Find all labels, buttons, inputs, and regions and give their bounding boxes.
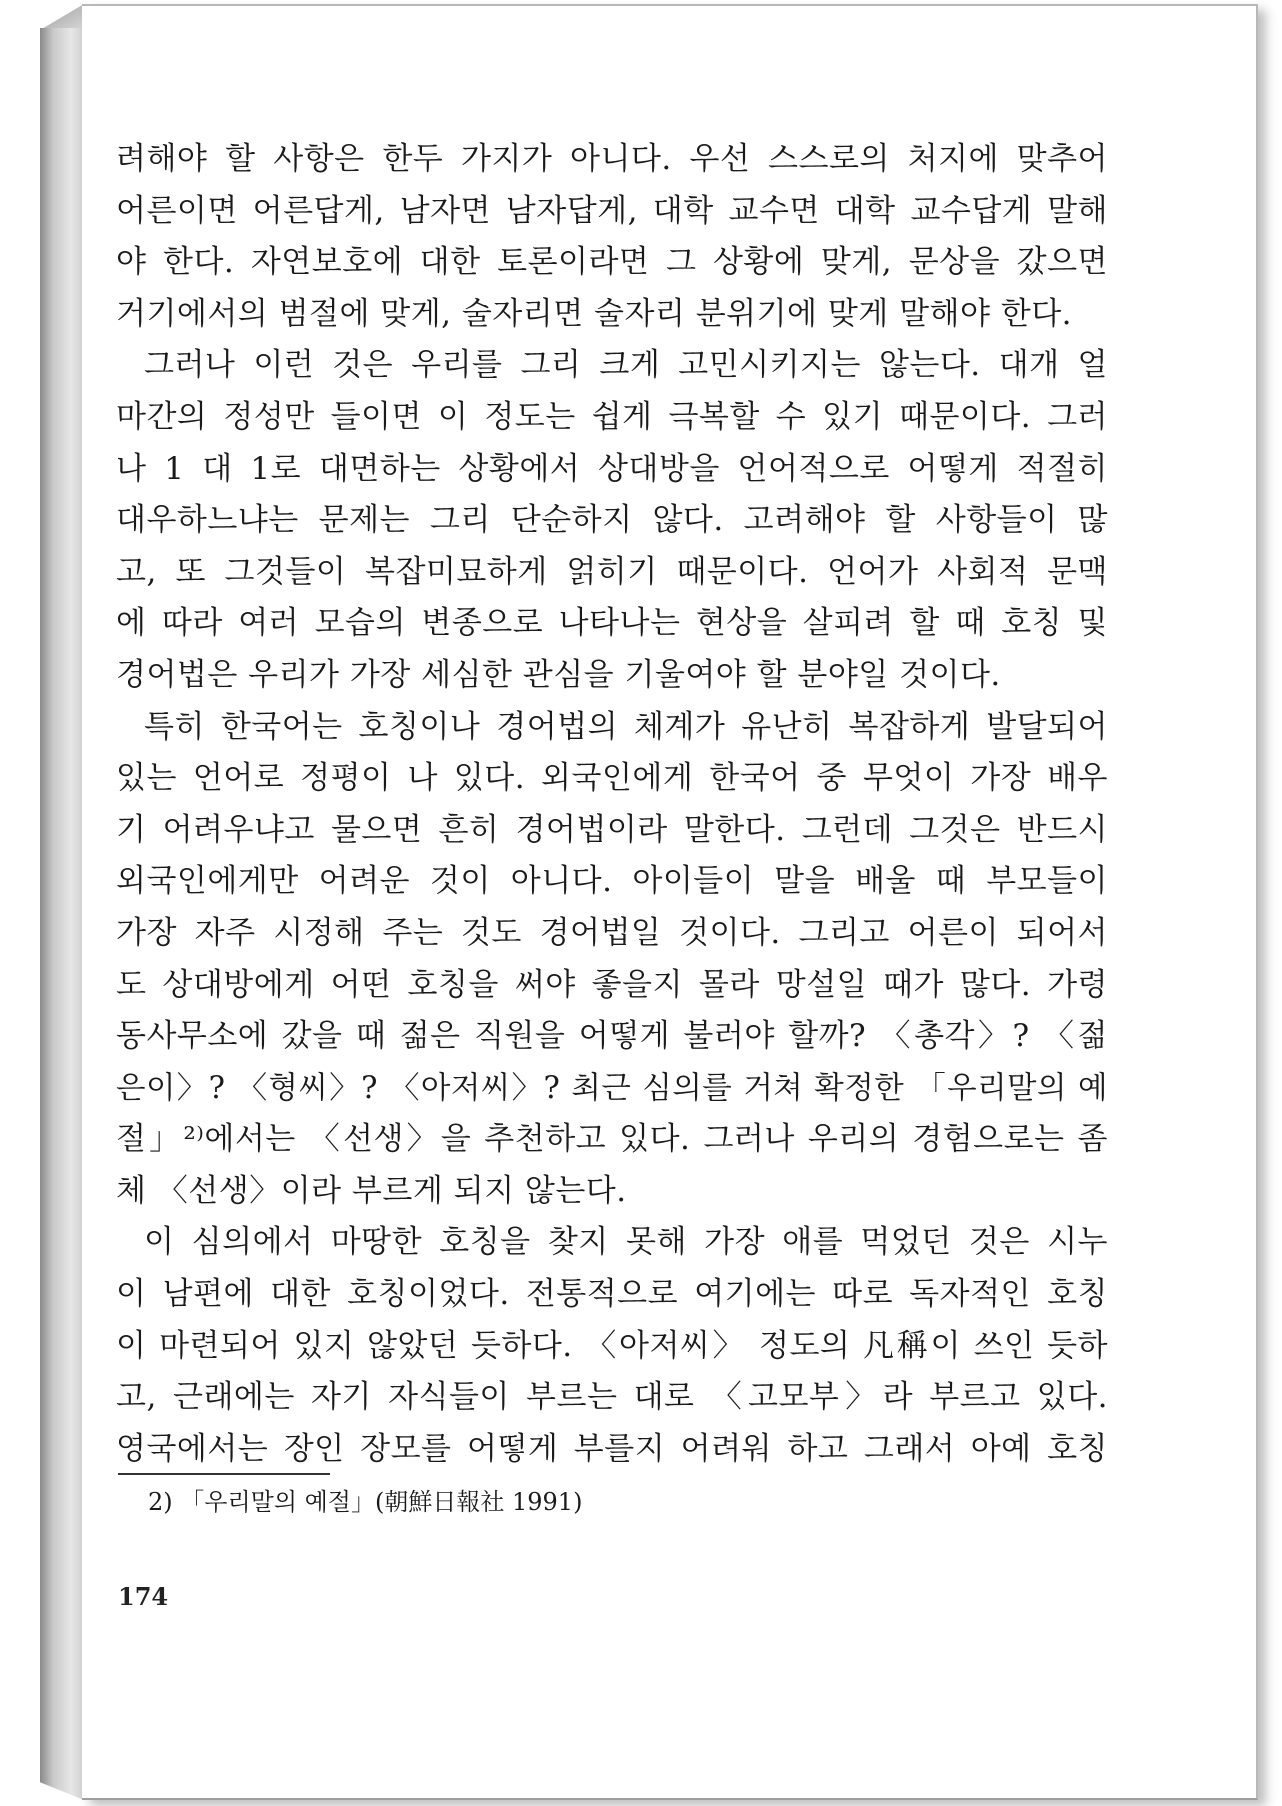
footnote: 2) 「우리말의 예절」(朝鮮日報社 1991) <box>148 1488 583 1516</box>
text-line: 그러나 이런 것은 우리를 그리 크게 고민시키지는 않는다. 대개 얼 <box>144 347 1108 384</box>
footnote-divider <box>118 1473 330 1475</box>
body-text <box>116 134 1108 1475</box>
text-line: 체 〈선생〉이라 부르게 되지 않는다. <box>116 1172 627 1209</box>
text-line: 에 따라 여러 모습의 변종으로 나타나는 현상을 살피려 할 때 호칭 및 <box>116 605 1108 642</box>
text-line: 려해야 할 사항은 한두 가지가 아니다. 우선 스스로의 처지에 맞추어 <box>116 141 1108 177</box>
text-line: 나 1 대 1로 대면하는 상황에서 상대방을 언어적으로 어떻게 적절히 <box>116 450 1108 487</box>
text-line: 영국에서는 장인 장모를 어떻게 부를지 어려워 하고 그래서 아예 호칭 <box>116 1430 1108 1467</box>
text-line: 도 상대방에게 어떤 호칭을 써야 좋을지 몰라 망설일 때가 많다. 가령 <box>116 966 1108 1003</box>
text-line: 외국인에게만 어려운 것이 아니다. 아이들이 말을 배울 때 부모들이 <box>116 863 1108 900</box>
text-line: 이 심의에서 마땅한 호칭을 찾지 못해 가장 애를 먹었던 것은 시누 <box>144 1224 1108 1261</box>
text-line: 이 남편에 대한 호칭이었다. 전통적으로 여기에는 따로 독자적인 호칭 <box>116 1276 1108 1313</box>
text-line: 경어법은 우리가 가장 세심한 관심을 기울여야 할 분야일 것이다. <box>116 656 1001 693</box>
text-line: 어른이면 어른답게, 남자면 남자답게, 대학 교수면 대학 교수답게 말해 <box>116 192 1108 229</box>
text-line: 거기에서의 범절에 맞게, 술자리면 술자리 분위기에 맞게 말해야 한다. <box>116 295 1073 332</box>
page-number: 174 <box>118 1582 169 1611</box>
book-spine-edge <box>40 28 84 1800</box>
text-line: 은이〉? 〈형씨〉? 〈아저씨〉? 최근 심의를 거쳐 확정한 「우리말의 예 <box>116 1070 1108 1106</box>
text-line: 마간의 정성만 들이면 이 정도는 쉽게 극복할 수 있기 때문이다. 그러 <box>116 398 1108 435</box>
text-line: 대우하느냐는 문제는 그리 단순하지 않다. 고려해야 할 사항들이 많 <box>116 502 1108 539</box>
text-line: 절」²⁾에서는 〈선생〉을 추천하고 있다. 그러나 우리의 경험으로는 좀 <box>116 1121 1108 1158</box>
text-line: 이 마련되어 있지 않았던 듯하다. 〈아저씨〉 정도의 凡稱이 쓰인 듯하 <box>116 1327 1108 1364</box>
text-line: 동사무소에 갔을 때 젊은 직원을 어떻게 불러야 할까? 〈총각〉? 〈젊 <box>116 1018 1108 1055</box>
text-line: 가장 자주 시정해 주는 것도 경어법일 것이다. 그리고 어른이 되어서 <box>116 914 1108 951</box>
text-line: 있는 언어로 정평이 나 있다. 외국인에게 한국어 중 무엇이 가장 배우 <box>116 760 1108 797</box>
book-top-edge <box>40 4 84 30</box>
text-line: 고, 또 그것들이 복잡미묘하게 얽히기 때문이다. 언어가 사회적 문맥 <box>116 553 1108 590</box>
text-line: 고, 근래에는 자기 자식들이 부르는 대로 〈고모부〉라 부르고 있다. <box>116 1379 1109 1416</box>
text-line: 야 한다. 자연보호에 대한 토론이라면 그 상황에 맞게, 문상을 갔으면 <box>116 244 1108 281</box>
text-line: 기 어려우냐고 물으면 흔히 경어법이라 말한다. 그런데 그것은 반드시 <box>116 811 1108 848</box>
text-line: 특히 한국어는 호칭이나 경어법의 체계가 유난히 복잡하게 발달되어 <box>144 708 1108 745</box>
